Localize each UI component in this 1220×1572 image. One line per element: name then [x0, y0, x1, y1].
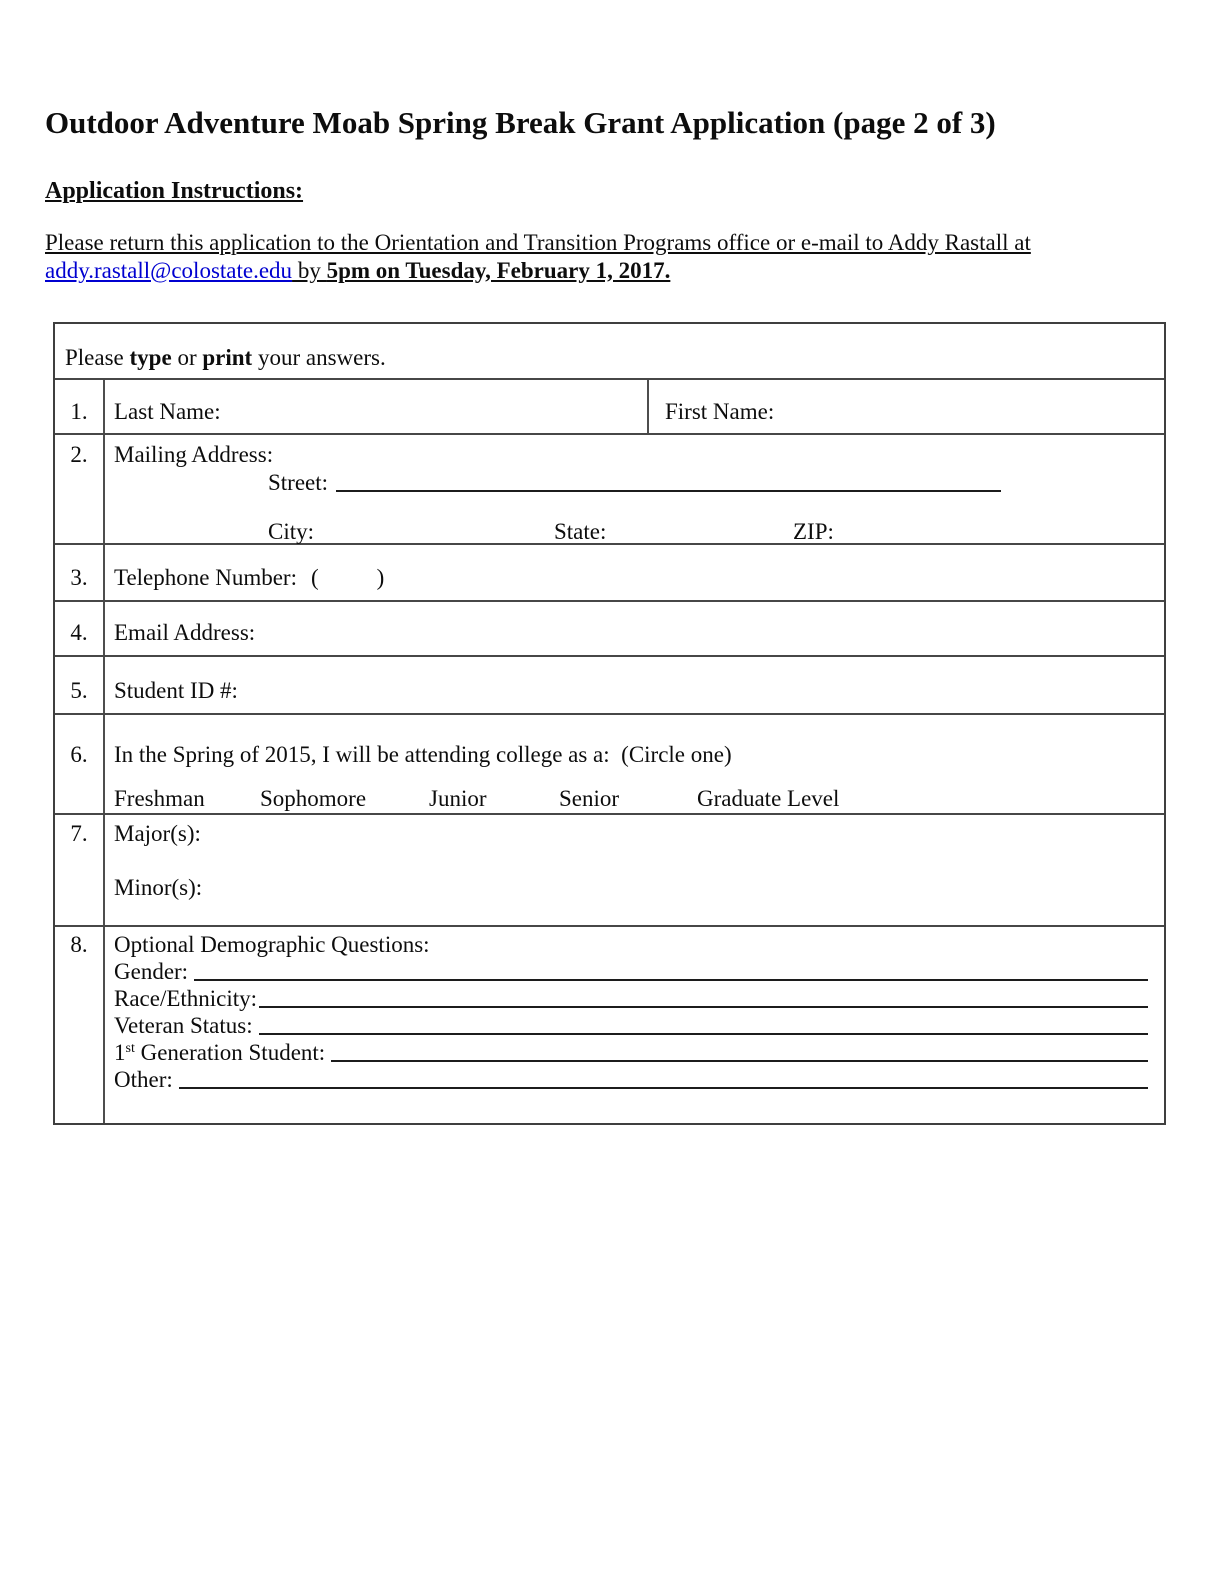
veteran-status-field — [114, 1012, 1164, 1039]
gender-blank-line — [194, 979, 1148, 981]
row-number: 8. — [55, 927, 105, 1123]
mailing-address-label: Mailing Address: — [114, 442, 274, 467]
application-form-table — [53, 322, 1166, 1125]
instructions-heading: Application Instructions: — [45, 178, 304, 204]
row-number: 4. — [55, 602, 105, 655]
first-name-field — [649, 380, 1164, 433]
row-number: 5. — [55, 657, 105, 713]
zip-label: ZIP: — [793, 519, 834, 544]
option-junior: Junior — [429, 786, 487, 811]
row-number: 6. — [55, 715, 105, 813]
street-blank-line — [336, 490, 1001, 492]
other-label: Other: — [114, 1067, 173, 1092]
row-number: 7. — [55, 815, 105, 925]
student-id-label: Student ID #: — [114, 678, 238, 703]
first-generation-blank-line — [331, 1060, 1148, 1062]
city-label: City: — [268, 519, 315, 544]
row-number: 3. — [55, 545, 105, 600]
row-class-standing — [55, 715, 1164, 815]
row-mailing-address — [55, 435, 1164, 545]
row-major-minor — [55, 815, 1164, 927]
option-sophomore: Sophomore — [260, 786, 367, 811]
demographics-heading: Optional Demographic Questions: — [114, 932, 430, 957]
race-ethnicity-field — [114, 985, 1164, 1012]
row-telephone — [55, 545, 1164, 602]
telephone-label: Telephone Number: — [114, 565, 297, 590]
form-header-row — [55, 324, 1164, 380]
instructions-line1: Please return this application to the Orientation and Transition Programs office or e-mail to Addy Rastall at — [45, 230, 1031, 255]
class-standing-question: In the Spring of 2015, I will be attending college as a: (Circle one) — [114, 742, 732, 767]
option-senior: Senior — [559, 786, 620, 811]
first-generation-label: 1st Generation Student: — [114, 1040, 326, 1065]
email-address-label: Email Address: — [114, 620, 256, 645]
veteran-status-label: Veteran Status: — [114, 1013, 253, 1038]
email-link[interactable]: addy.rastall@colostate.edu — [45, 257, 293, 283]
row-number: 1. — [55, 380, 105, 433]
instructions-connector: by — [292, 257, 327, 283]
state-label: State: — [554, 519, 607, 544]
race-ethnicity-label: Race/Ethnicity: — [114, 986, 258, 1011]
city-state-zip-line — [114, 518, 1164, 545]
row-demographics — [55, 927, 1164, 1123]
minor-label: Minor(s): — [114, 875, 203, 900]
row-email — [55, 602, 1164, 657]
deadline-text: 5pm on Tuesday, February 1, 2017. — [326, 257, 671, 283]
last-name-field — [105, 380, 649, 433]
race-ethnicity-blank-line — [259, 1006, 1148, 1008]
option-freshman: Freshman — [114, 786, 205, 811]
instructions-paragraph — [45, 229, 1175, 284]
other-field — [114, 1066, 1164, 1093]
first-generation-field — [114, 1039, 1164, 1066]
other-blank-line — [179, 1087, 1148, 1089]
area-code-close-paren: ) — [376, 565, 385, 590]
veteran-status-blank-line — [259, 1033, 1148, 1035]
row-number: 2. — [55, 435, 105, 543]
first-name-label: First Name: — [665, 399, 775, 424]
row-name — [55, 380, 1164, 435]
option-graduate-level: Graduate Level — [697, 786, 840, 811]
page-title: Outdoor Adventure Moab Spring Break Grant Application (page 2 of 3) — [45, 105, 996, 140]
gender-label: Gender: — [114, 959, 189, 984]
major-label: Major(s): — [114, 821, 201, 846]
class-standing-options — [114, 785, 1164, 812]
row-student-id — [55, 657, 1164, 715]
street-label: Street: — [268, 470, 329, 495]
last-name-label: Last Name: — [114, 399, 221, 424]
gender-field — [114, 958, 1164, 985]
street-field — [114, 469, 1164, 496]
area-code-open-paren: ( — [310, 565, 319, 590]
header-text: Please type or print your answers. — [65, 345, 386, 370]
